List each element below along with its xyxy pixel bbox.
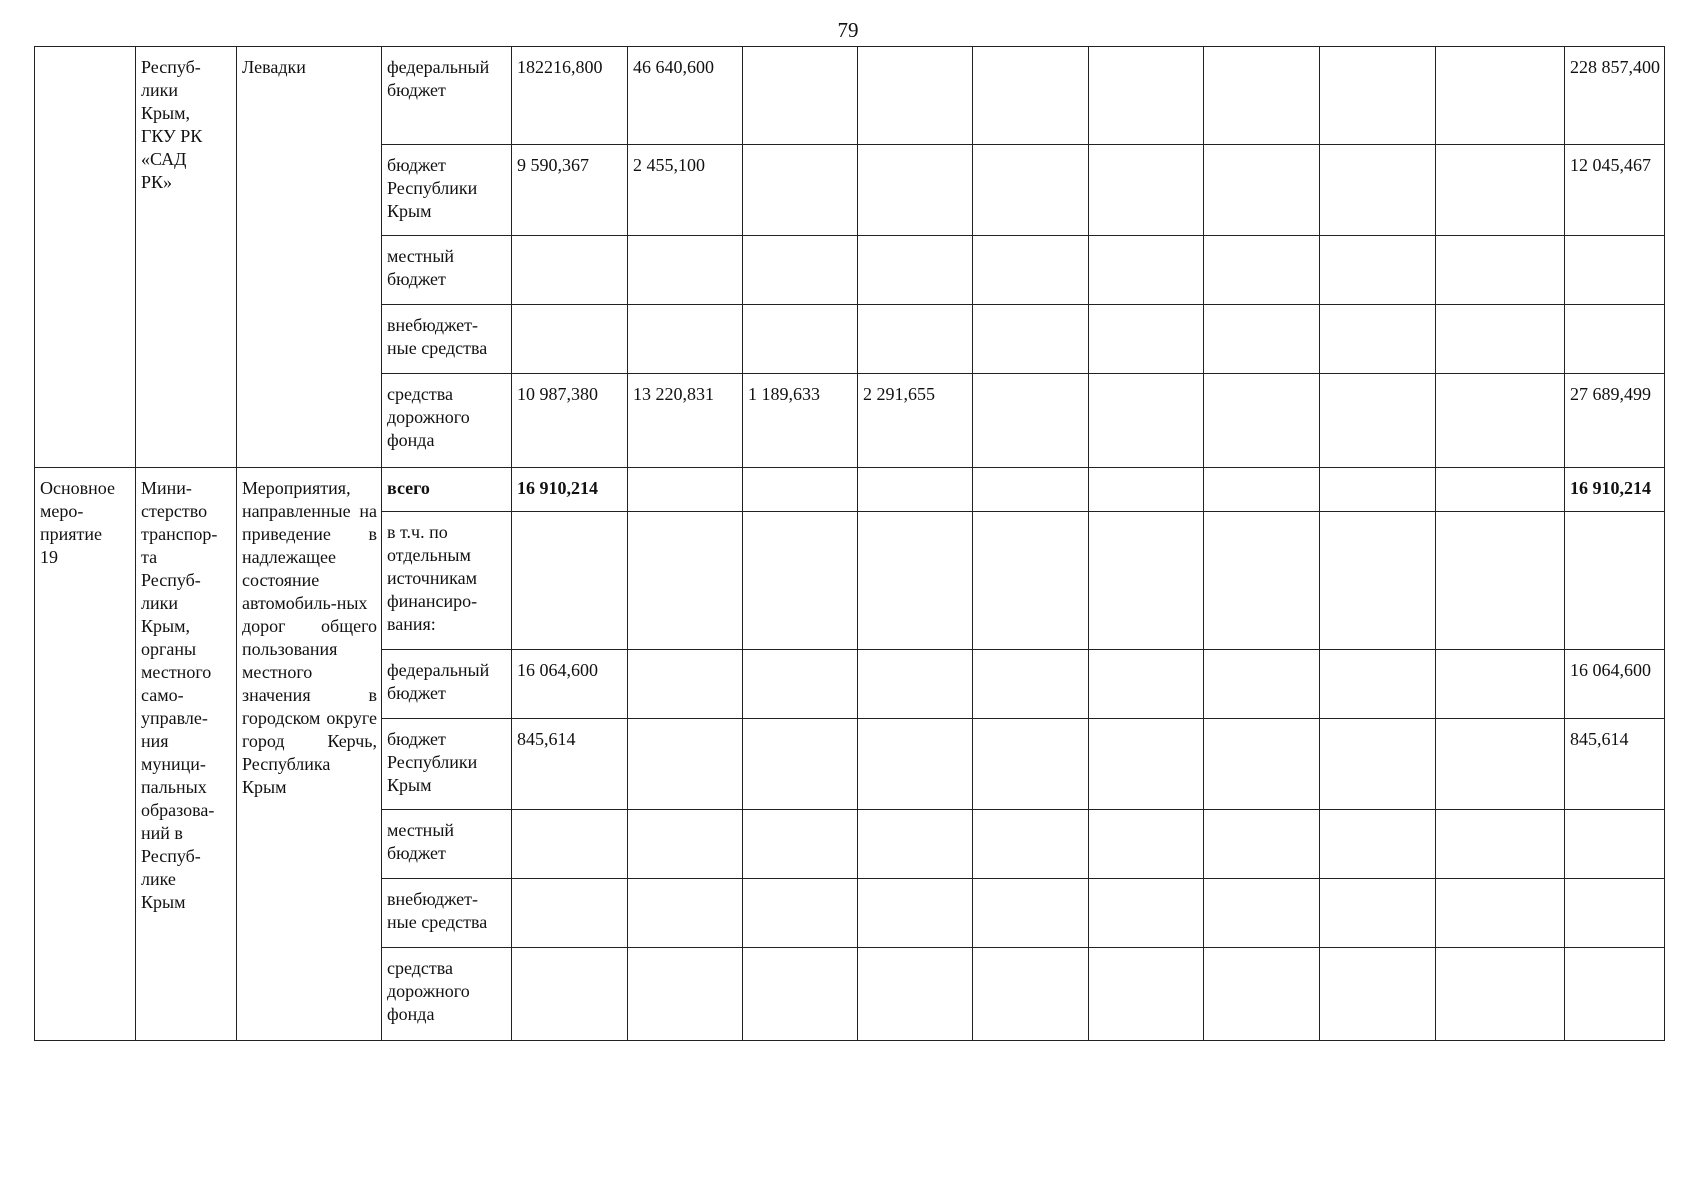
executor-cell: Мини- стерство транспор- та Респуб- лики Крым, органы местного само- управле- ния муници- пальных образова- ний в Респуб- лике Крым — [136, 468, 237, 1041]
value-cell — [628, 810, 743, 879]
value-cell — [1320, 879, 1436, 948]
value-cell — [973, 719, 1089, 810]
value-cell — [1320, 650, 1436, 719]
funding-source-cell: местный бюджет — [382, 810, 512, 879]
value-cell — [858, 879, 973, 948]
value-cell — [1565, 305, 1665, 374]
value-cell — [1089, 47, 1204, 145]
value-cell — [1565, 512, 1665, 650]
value-cell — [1089, 948, 1204, 1041]
value-cell — [1320, 374, 1436, 468]
value-cell — [628, 236, 743, 305]
value-cell — [1436, 650, 1565, 719]
funding-source-cell: всего — [382, 468, 512, 512]
value-cell — [1204, 468, 1320, 512]
value-cell — [512, 236, 628, 305]
value-cell — [973, 810, 1089, 879]
value-cell — [512, 810, 628, 879]
value-cell: 16 064,600 — [512, 650, 628, 719]
value-cell — [973, 468, 1089, 512]
value-cell — [628, 650, 743, 719]
value-cell — [1320, 948, 1436, 1041]
value-cell — [1204, 374, 1320, 468]
value-cell — [858, 948, 973, 1041]
value-cell — [1204, 810, 1320, 879]
value-cell — [743, 719, 858, 810]
value-cell — [512, 512, 628, 650]
value-cell: 46 640,600 — [628, 47, 743, 145]
value-cell: 10 987,380 — [512, 374, 628, 468]
value-cell: 2 291,655 — [858, 374, 973, 468]
value-cell — [743, 468, 858, 512]
funding-source-cell: внебюджет- ные средства — [382, 305, 512, 374]
value-cell — [973, 305, 1089, 374]
value-cell — [1089, 145, 1204, 236]
table-row — [35, 468, 1665, 512]
value-cell — [973, 879, 1089, 948]
table-body — [35, 47, 1665, 1041]
value-cell: 16 064,600 — [1565, 650, 1665, 719]
value-cell — [628, 512, 743, 650]
value-cell — [512, 948, 628, 1041]
value-cell — [858, 468, 973, 512]
value-cell — [1089, 305, 1204, 374]
value-cell — [1436, 879, 1565, 948]
value-cell: 2 455,100 — [628, 145, 743, 236]
table-row — [35, 47, 1665, 145]
value-cell — [743, 650, 858, 719]
value-cell: 845,614 — [512, 719, 628, 810]
funding-source-cell: федеральный бюджет — [382, 650, 512, 719]
value-cell — [973, 374, 1089, 468]
value-cell — [973, 650, 1089, 719]
budget-table — [34, 46, 1665, 1041]
value-cell — [1089, 719, 1204, 810]
value-cell — [1320, 236, 1436, 305]
value-cell — [1089, 879, 1204, 948]
value-cell — [1320, 305, 1436, 374]
value-cell: 12 045,467 — [1565, 145, 1665, 236]
executor-cell: Респуб- лики Крым, ГКУ РК «САД РК» — [136, 47, 237, 468]
page-number: 79 — [837, 18, 859, 42]
funding-source-cell: средства дорожного фонда — [382, 948, 512, 1041]
funding-source-cell: бюджет Республики Крым — [382, 145, 512, 236]
value-cell — [1204, 47, 1320, 145]
value-cell — [743, 948, 858, 1041]
value-cell — [1565, 879, 1665, 948]
funding-source-cell: средства дорожного фонда — [382, 374, 512, 468]
value-cell — [973, 512, 1089, 650]
value-cell — [628, 948, 743, 1041]
value-cell — [1436, 236, 1565, 305]
value-cell — [1436, 468, 1565, 512]
value-cell — [1204, 879, 1320, 948]
value-cell — [1436, 719, 1565, 810]
funding-source-cell: местный бюджет — [382, 236, 512, 305]
value-cell — [512, 305, 628, 374]
value-cell — [858, 47, 973, 145]
value-cell — [1436, 374, 1565, 468]
value-cell — [1204, 650, 1320, 719]
value-cell — [1204, 719, 1320, 810]
object-cell: Мероприятия, направленные на приведение в надлежащее состояние автомобиль-ных дорог общего пользования местного значения в городском округе город Керчь, Республика Крым — [237, 468, 382, 1041]
value-cell — [1320, 719, 1436, 810]
value-cell — [743, 305, 858, 374]
value-cell — [858, 512, 973, 650]
value-cell — [973, 236, 1089, 305]
value-cell — [858, 236, 973, 305]
value-cell: 182216,800 — [512, 47, 628, 145]
value-cell — [1204, 145, 1320, 236]
value-cell — [628, 719, 743, 810]
value-cell — [1320, 810, 1436, 879]
value-cell — [858, 650, 973, 719]
status-cell: Основное меро- приятие 19 — [35, 468, 136, 1041]
value-cell — [1204, 512, 1320, 650]
funding-source-cell: бюджет Республики Крым — [382, 719, 512, 810]
value-cell — [858, 305, 973, 374]
value-cell — [973, 948, 1089, 1041]
value-cell — [628, 468, 743, 512]
value-cell: 9 590,367 — [512, 145, 628, 236]
value-cell — [1089, 512, 1204, 650]
value-cell — [1089, 810, 1204, 879]
value-cell — [743, 879, 858, 948]
funding-source-cell: федеральный бюджет — [382, 47, 512, 145]
value-cell — [512, 879, 628, 948]
value-cell: 27 689,499 — [1565, 374, 1665, 468]
value-cell — [1436, 948, 1565, 1041]
object-cell: Левадки — [237, 47, 382, 468]
value-cell — [1204, 305, 1320, 374]
value-cell — [973, 145, 1089, 236]
value-cell — [973, 47, 1089, 145]
value-cell — [743, 512, 858, 650]
value-cell — [1204, 948, 1320, 1041]
value-cell — [743, 810, 858, 879]
funding-source-cell: в т.ч. по отдельным источникам финансиро- вания: — [382, 512, 512, 650]
value-cell — [858, 145, 973, 236]
value-cell: 228 857,400 — [1565, 47, 1665, 145]
value-cell — [1320, 145, 1436, 236]
value-cell — [1436, 810, 1565, 879]
value-cell — [1436, 305, 1565, 374]
value-cell — [1089, 468, 1204, 512]
value-cell — [743, 236, 858, 305]
value-cell — [858, 810, 973, 879]
value-cell — [1565, 810, 1665, 879]
value-cell — [1204, 236, 1320, 305]
status-cell — [35, 47, 136, 468]
value-cell — [1565, 236, 1665, 305]
value-cell — [858, 719, 973, 810]
value-cell — [1089, 236, 1204, 305]
value-cell — [628, 879, 743, 948]
value-cell — [1089, 650, 1204, 719]
value-cell — [1089, 374, 1204, 468]
value-cell — [1436, 512, 1565, 650]
value-cell — [1320, 512, 1436, 650]
value-cell: 16 910,214 — [512, 468, 628, 512]
value-cell — [1436, 47, 1565, 145]
value-cell — [628, 305, 743, 374]
value-cell — [1565, 948, 1665, 1041]
value-cell — [1320, 468, 1436, 512]
value-cell — [743, 145, 858, 236]
value-cell: 845,614 — [1565, 719, 1665, 810]
value-cell: 13 220,831 — [628, 374, 743, 468]
value-cell — [743, 47, 858, 145]
value-cell: 1 189,633 — [743, 374, 858, 468]
value-cell: 16 910,214 — [1565, 468, 1665, 512]
funding-source-cell: внебюджет- ные средства — [382, 879, 512, 948]
value-cell — [1320, 47, 1436, 145]
value-cell — [1436, 145, 1565, 236]
